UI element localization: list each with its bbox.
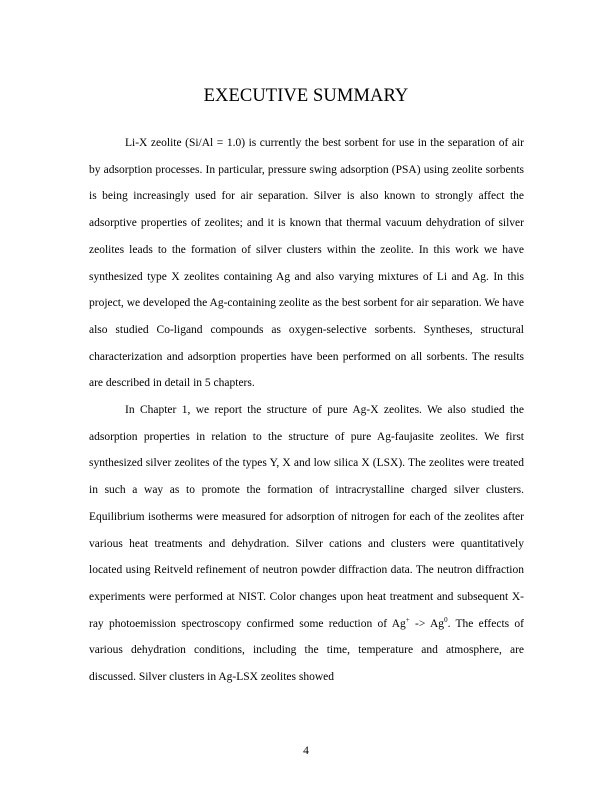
paragraph-2-text-after: . The effects of various dehydration conditions, including the time, temperature and atmosphere, are discussed. Silver clusters in Ag-LSX zeolites showed <box>89 617 524 684</box>
superscript-zero: 0 <box>444 615 448 624</box>
page-number: 4 <box>303 745 309 757</box>
superscript-plus: + <box>405 615 410 624</box>
paragraph-2 <box>89 397 524 691</box>
paragraph-2-text-before: In Chapter 1, we report the structure of pure Ag-X zeolites. We also studied the adsorption properties in relation to the structure of pure Ag-faujasite zeolites. We first synthesized silver zeolites of the types Y, X and low silica X (LSX). The zeolites were treated in such a way as to promote the formation of intracrystalline charged silver clusters. Equilibrium isotherms were measured for adsorption of nitrogen for each of the zeolites after various heat treatments and dehydration. Silver cations and clusters were quantitatively located using Reitveld refinement of neutron powder diffraction data. The neutron diffraction experiments were performed at NIST. Color changes upon heat treatment and subsequent X-ray photoemission spectroscopy confirmed some reduction of Ag <box>89 404 524 630</box>
page-title: EXECUTIVE SUMMARY <box>203 86 409 106</box>
body-text <box>89 130 524 691</box>
paragraph-2-text-mid: -> Ag <box>409 617 445 630</box>
paragraph-1: Li-X zeolite (Si/Al = 1.0) is currently the best sorbent for use in the separation of air by adsorption processes. In particular, pressure swing adsorption (PSA) using zeolite sorbents is being increasingly used for air separation. Silver is also known to strongly affect the adsorptive properties of zeolites; and it is known that thermal vacuum dehydration of silver zeolites leads to the formation of silver clusters within the zeolite. In this work we have synthesized type X zeolites containing Ag and also varying mixtures of Li and Ag. In this project, we developed the Ag-containing zeolite as the best sorbent for air separation. We have also studied Co-ligand compounds as oxygen-selective sorbents. Syntheses, structural characterization and adsorption properties have been performed on all sorbents. The results are described in detail in 5 chapters. <box>89 137 524 390</box>
